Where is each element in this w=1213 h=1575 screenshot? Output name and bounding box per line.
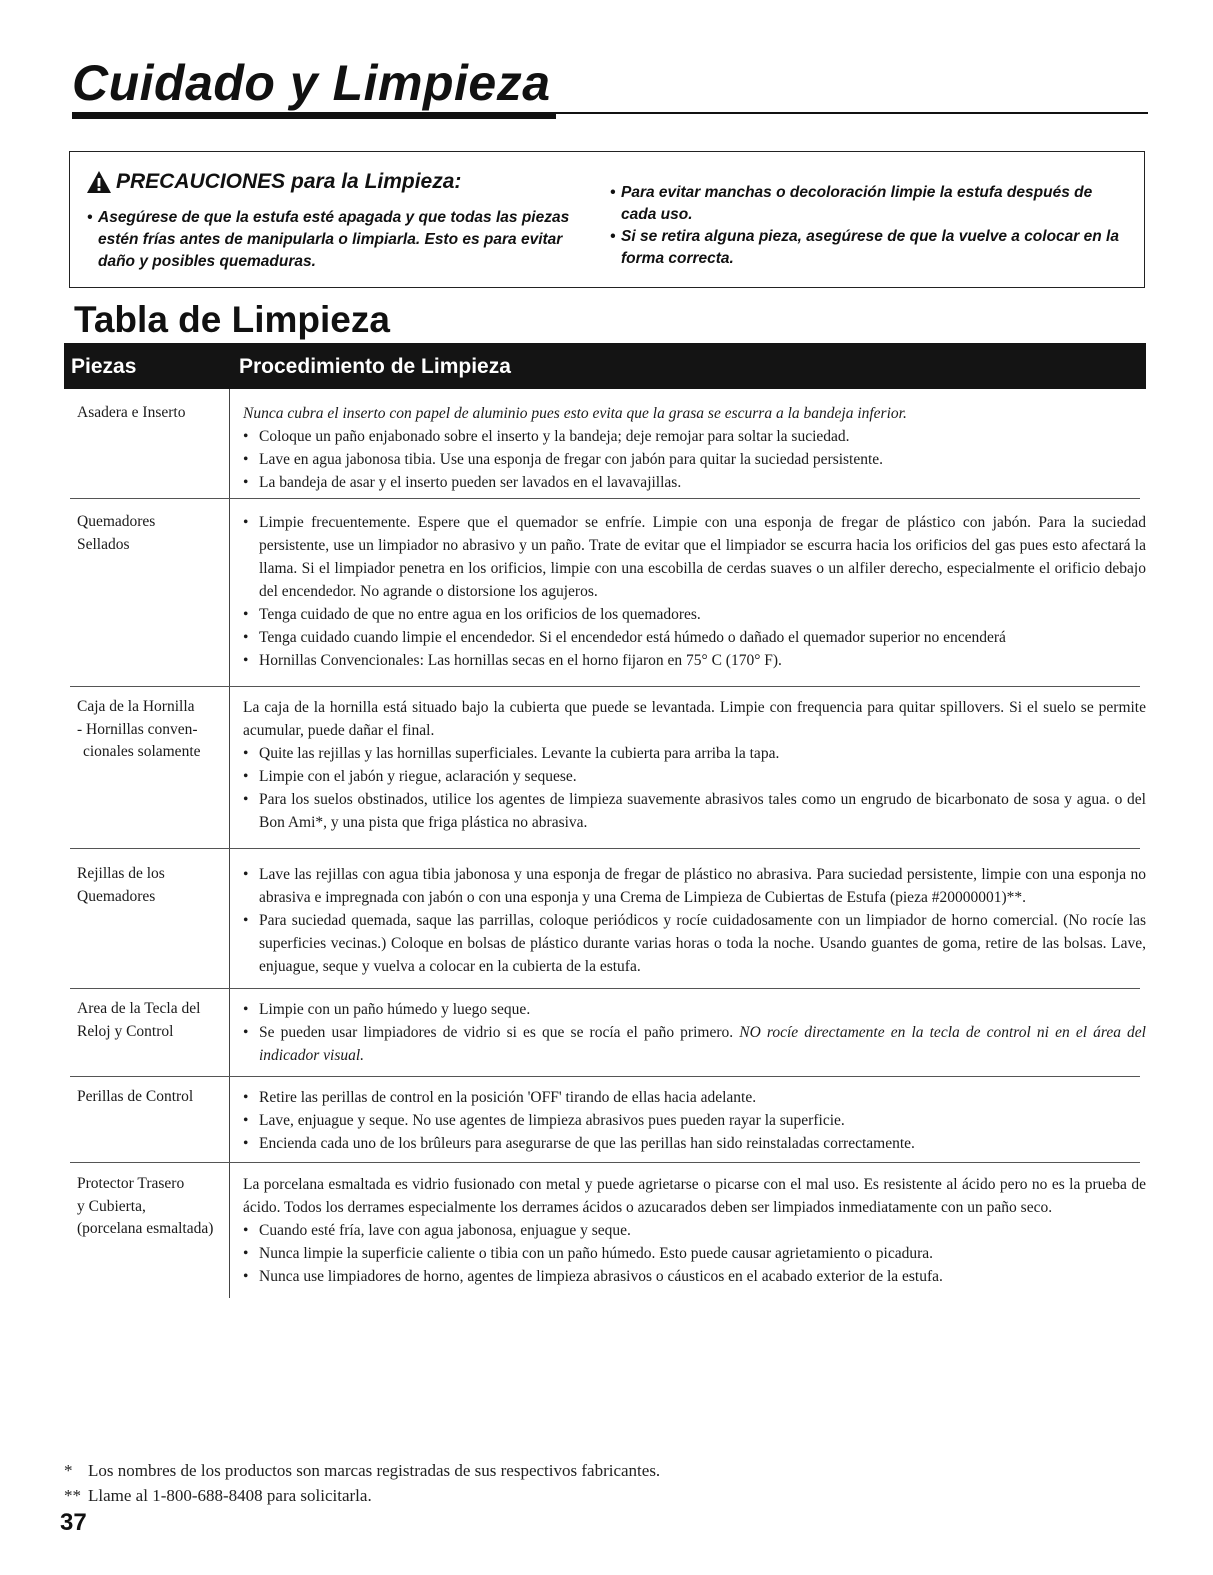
page-number: 37 [60,1509,87,1536]
precautions-box [69,151,1145,288]
procedure-bullet: • Hornillas Convencionales: Las hornillas secas en el horno fijaron en 75° C (170° F). [243,652,782,669]
header-procedure: Procedimiento de Limpieza [239,355,511,378]
precaution-item: • Si se retira alguna pieza, asegúrese de que la vuelve a colocar en la forma correcta. [610,228,1119,267]
part-label-perillas: Perillas de Control [77,1088,194,1105]
procedure-bullet: • Limpie con el jabón y riegue, aclaración y sequese. [243,768,577,785]
procedure-bullet: • Cuando esté fría, lave con agua jabonosa, enjuague y seque. [243,1222,631,1239]
row-divider [70,988,1140,989]
row-divider [70,1076,1140,1077]
title-rule [72,112,556,119]
procedure-perillas [243,1086,1146,1155]
table-header [64,343,1146,389]
procedure-protector-trasero: La porcelana esmaltada es vidrio fusionado con metal y puede agrietarse o picarse con el mal uso. Es resistente al ácido pero no es la prueba de ácido. Todos los derrames especialmente los derrames ácidos o azucarados deben ser limpiados inmediatamente con un paño seco. • Cuando esté fría, lave con agua jabonosa, enjuague y seque. • Nunca limpie la superficie caliente o tibia con un paño húmedo. Esto puede causar agrietamiento o picadura. • Nunca use limpiadores de horno, agentes de limpieza abrasivos o cáusticos en el acabado exterior de la estufa. [243,1173,1146,1288]
procedure-asadera: Nunca cubra el inserto con papel de aluminio pues esto evita que la grasa se escurra a la bandeja inferior. • Coloque un paño enjabonado sobre el inserto y la bandeja; deje remojar para soltar la suciedad. • Lave en agua jabonosa tibia. Use una esponja de fregar con jabón para quitar la suciedad persistente. • La bandeja de asar y el inserto pueden ser lavados en el lavavajillas. [243,402,1146,494]
procedure-bullet: • Encienda cada uno de los brûleurs para asegurarse de que las perillas han sido reinstaladas correctamente. [243,1135,915,1152]
procedure-bullet: • La bandeja de asar y el inserto pueden ser lavados en el lavavajillas. [243,474,682,491]
procedure-bullet: • Retire las perillas de control en la posición 'OFF' tirando de ellas hacia adelante. [243,1089,757,1106]
procedure-rejillas [243,863,1146,978]
procedure-bullet: • Nunca use limpiadores de horno, agentes de limpieza abrasivos o cáusticos en el acabado exterior de la estufa. [243,1268,943,1285]
row-divider [70,498,1140,499]
procedure-bullet: • Limpie con un paño húmedo y luego seque. [243,1001,531,1018]
precautions-heading-text: PRECAUCIONES para la Limpieza: [116,170,462,193]
procedure-bullet: • Lave en agua jabonosa tibia. Use una esponja de fregar con jabón para quitar la suciedad persistente. [243,451,884,468]
procedure-bullet: • Para los suelos obstinados, utilice los agentes de limpieza suavemente abrasivos tales como un engrudo de bicarbonato de sosa y agua. o del Bon Ami*, y una pista que friga plástica no abrasiva. [243,791,1146,831]
procedure-bullet: • Quite las rejillas y las hornillas superficiales. Levante la cubierta para arriba la tapa. [243,745,780,762]
procedure-bullet: • Se pueden usar limpiadores de vidrio si es que se rocía el paño primero. NO rocíe directamente en la tecla de control ni en el área del indicador visual. [243,1024,1146,1064]
part-label-asadera: Asadera e Inserto [77,404,186,421]
precaution-item: • Asegúrese de que la estufa esté apagada y que todas las piezas estén frías antes de manipularla o limpiarla. Esto es para evitar daño y posibles quemaduras. [87,209,570,270]
footnote: * Los nombres de los productos son marcas registradas de sus respectivos fabricantes. [64,1461,661,1480]
precautions-right-column [607,182,1131,270]
procedure-bullet: • Coloque un paño enjabonado sobre el inserto y la bandeja; deje remojar para soltar la suciedad. [243,428,850,445]
footnote: ** Llame al 1-800-688-8408 para solicitarla. [64,1486,372,1505]
procedure-area-tecla [243,998,1146,1067]
procedure-bullet: • Tenga cuidado de que no entre agua en los orificios de los quemadores. [243,606,701,623]
procedure-caja-hornilla: La caja de la hornilla está situado bajo la cubierta que puede se levantada. Limpie con frequencia para quitar spillovers. Si el suelo se permite acumular, puede dañar el final. • Quite las rejillas y las hornillas superficiales. Levante la cubierta para arriba la tapa. • Limpie con el jabón y riegue, aclaración y sequese. • Para los suelos obstinados, utilice los agentes de limpieza suavemente abrasivos tales como un engrudo de bicarbonato de sosa y agua. o del Bon Ami*, y una pista que friga plástica no abrasiva. [243,696,1146,834]
precautions-heading [86,170,461,194]
part-label-caja-hornilla: Caja de la Hornilla - Hornillas conven- cionales solamente [77,698,201,760]
procedure-bullet: • Lave las rejillas con agua tibia jabonosa y una esponja de fregar de plástico no abrasiva. Para suciedad persistente, limpie con una esponja no abrasiva e impregnada con jabón o con una esponja y una Crema de Limpieza de Cubiertas de Estufa (pieza #20000001)**. [243,866,1146,906]
procedure-bullet: • Tenga cuidado cuando limpie el encendedor. Si el encendedor está húmedo o dañado el quemador superior no encenderá [243,629,1006,646]
precautions-left-column [84,207,590,273]
row-divider [70,848,1140,849]
procedure-bullet: • Limpie frecuentemente. Espere que el quemador se enfríe. Limpie con una esponja de fregar de plástico con jabón. Para la suciedad persistente, use un limpiador no abrasivo y un paño. Trate de evitar que el limpiador se escurra hacia los orificios del gas pues esto afectará la llama. Si el limpiador penetra en los orificios, limpie con una escobilla de cerdas suaves o un alfiler derecho, especialmente el orificio debajo del encendedor. No agrande o distorsione los agujeros. [243,514,1146,600]
title-rule-thin [556,112,1148,114]
procedure-bullet: • Lave, enjuague y seque. No use agentes de limpieza abrasivos pues pueden rayar la superficie. [243,1112,845,1129]
warning-triangle-icon [86,170,112,194]
part-label-rejillas: Rejillas de los Quemadores [77,865,165,905]
row-divider [70,686,1140,687]
procedure-quemadores-sellados [243,511,1146,672]
part-label-protector-trasero: Protector Trasero y Cubierta, (porcelana esmaltada) [77,1175,214,1237]
procedure-bullet: • Nunca limpie la superficie caliente o tibia con un paño húmedo. Esto puede causar agrietamiento o picadura. [243,1245,934,1262]
footnotes [64,1458,660,1508]
precaution-item: • Para evitar manchas o decoloración limpie la estufa después de cada uso. [610,184,1093,223]
section-title: Tabla de Limpieza [74,299,390,340]
page-title: Cuidado y Limpieza [72,55,551,111]
part-label-area-tecla: Area de la Tecla del Reloj y Control [77,1000,201,1040]
row-divider [70,1162,1140,1163]
procedure-bullet: • Para suciedad quemada, saque las parrillas, coloque periódicos y rocíe cuidadosamente con un limpiador de horno comercial. (No rocíe las superficies vecinas.) Coloque en bolsas de plástico durante varias horas o toda la noche. Usando guantes de goma, retire de las bolsas. Lave, enjuague, seque y vuelva a colocar en la cubierta de la estufa. [243,912,1146,975]
part-label-quemadores-sellados: Quemadores Sellados [77,513,156,553]
header-parts: Piezas [71,355,137,378]
